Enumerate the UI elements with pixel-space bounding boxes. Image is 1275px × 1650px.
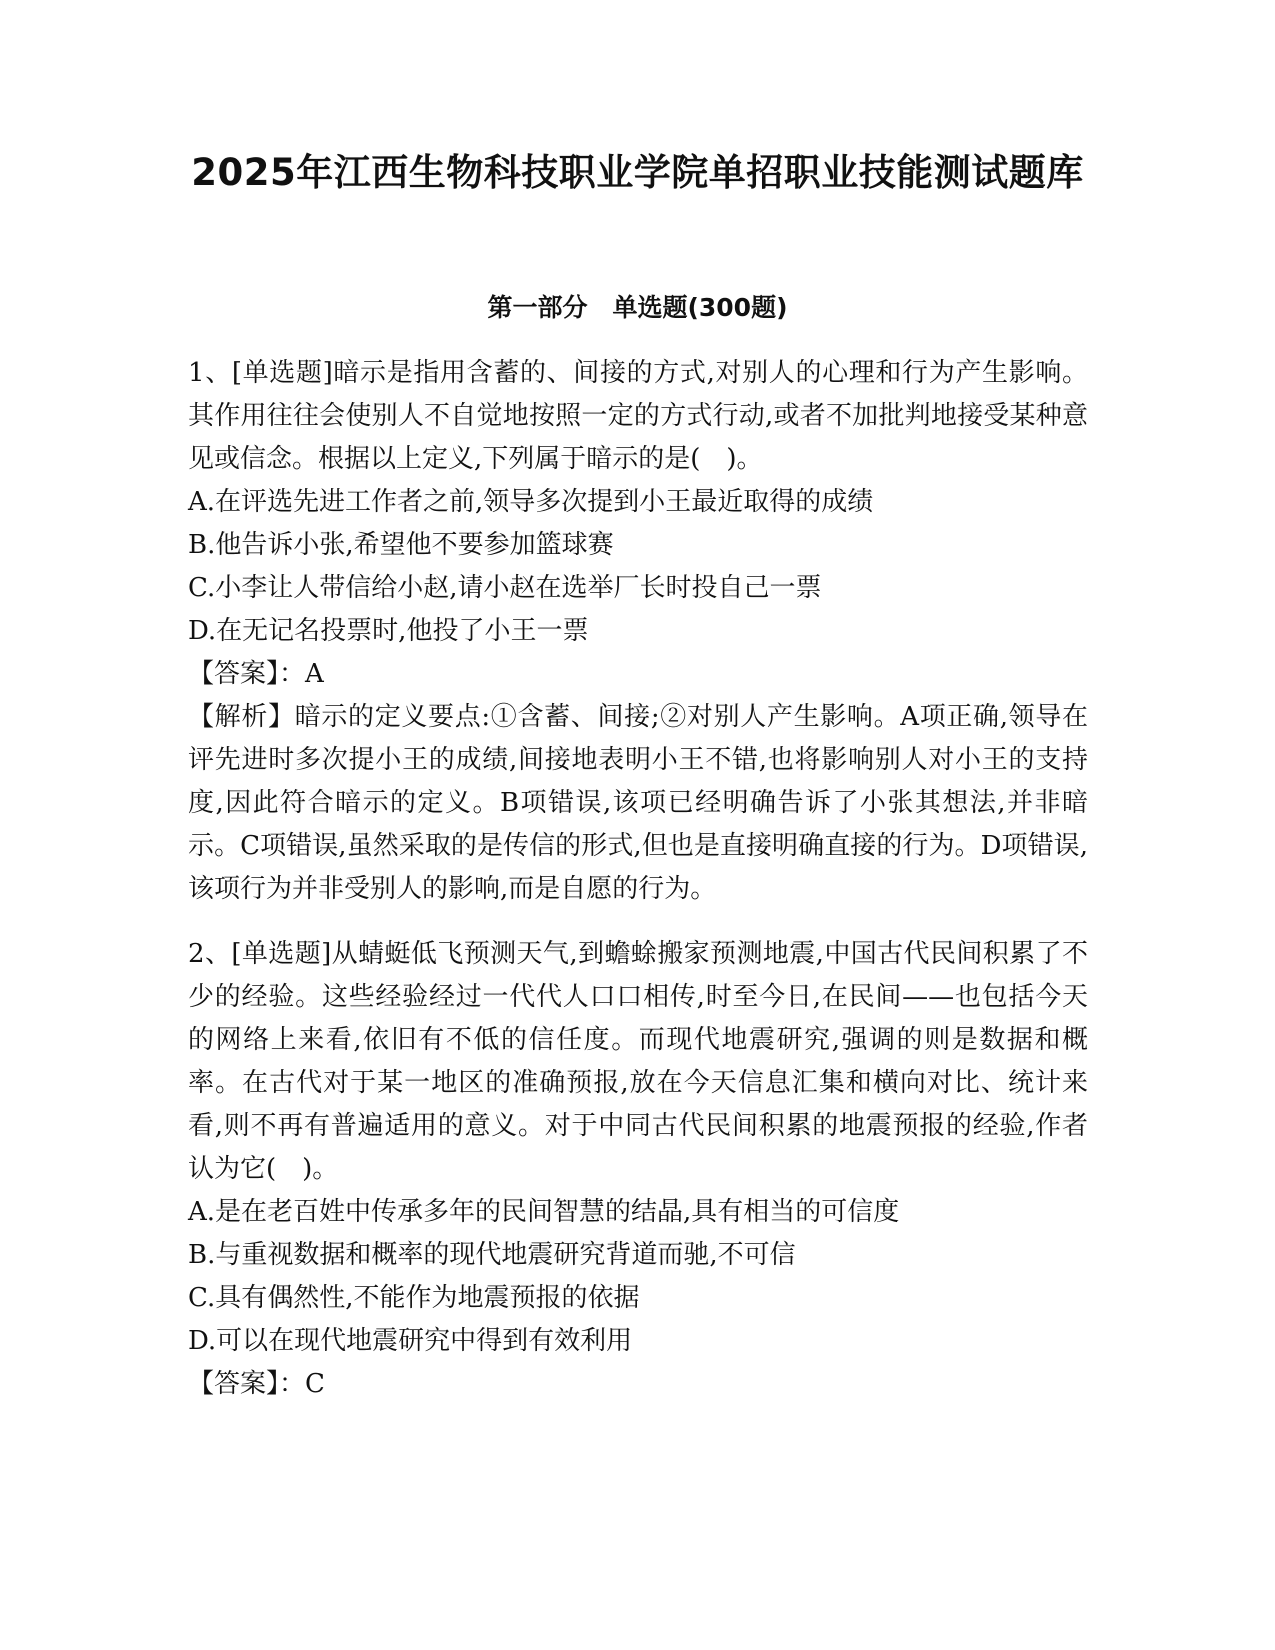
answer-label: 【答案】： bbox=[188, 1369, 306, 1399]
option-b: B.与重视数据和概率的现代地震研究背道而驰,不可信 bbox=[188, 1240, 796, 1270]
analysis-text: 暗示的定义要点:①含蓄、间接;②对别人产生影响。A项正确,领导在评先进时多次提小王的成绩,间接地表明小王不错,也将影响别人对小王的支持度,因此符合暗示的定义。B项错误,该项已经明确告诉了小张其想法,并非暗示。C项错误,虽然采取的是传信的形式,但也是直接明确直接的行为。D项错误,该项行为并非受别人的影响,而是自愿的行为。 bbox=[188, 702, 1088, 904]
option-c: C.小李让人带信给小赵,请小赵在选举厂长时投自己一票 bbox=[188, 573, 822, 603]
answer-value: C bbox=[305, 1369, 325, 1399]
option-a: A.在评选先进工作者之前,领导多次提到小王最近取得的成绩 bbox=[188, 487, 874, 517]
question-list bbox=[188, 352, 1088, 1406]
answer-value: A bbox=[305, 659, 324, 689]
answer-label: 【答案】： bbox=[188, 659, 306, 689]
option-d: D.可以在现代地震研究中得到有效利用 bbox=[188, 1326, 633, 1356]
question-stem: 2、[单选题]从蜻蜓低飞预测天气,到蟾蜍搬家预测地震,中国古代民间积累了不少的经验。这些经验经过一代代人口口相传,时至今日,在民间——也包括今天的网络上来看,依旧有不低的信任度。而现代地震研究,强调的则是数据和概率。在古代对于某一地区的准确预报,放在今天信息汇集和横向对比、统计来看,则不再有普遍适用的意义。对于中同古代民间积累的地震预报的经验,作者认为它( )。 bbox=[188, 939, 1088, 1184]
option-b: B.他告诉小张,希望他不要参加篮球赛 bbox=[188, 530, 614, 560]
analysis bbox=[188, 696, 1088, 911]
analysis-label: 【解析】 bbox=[188, 702, 295, 732]
option-d: D.在无记名投票时,他投了小王一票 bbox=[188, 616, 589, 646]
option-a: A.是在老百姓中传承多年的民间智慧的结晶,具有相当的可信度 bbox=[188, 1197, 900, 1227]
section-title: 第一部分 单选题(300题) bbox=[487, 293, 788, 322]
option-c: C.具有偶然性,不能作为地震预报的依据 bbox=[188, 1283, 640, 1313]
document-title: 2025年江西生物科技职业学院单招职业技能测试题库 bbox=[191, 151, 1084, 194]
question-stem: 1、[单选题]暗示是指用含蓄的、间接的方式,对别人的心理和行为产生影响。其作用往往会使别人不自觉地按照一定的方式行动,或者不加批判地接受某种意见或信念。根据以上定义,下列属于暗示的是( )。 bbox=[188, 358, 1088, 474]
answer-line bbox=[188, 653, 1088, 696]
question-2 bbox=[188, 933, 1088, 1406]
question-1 bbox=[188, 352, 1088, 911]
answer-line bbox=[188, 1363, 1088, 1406]
